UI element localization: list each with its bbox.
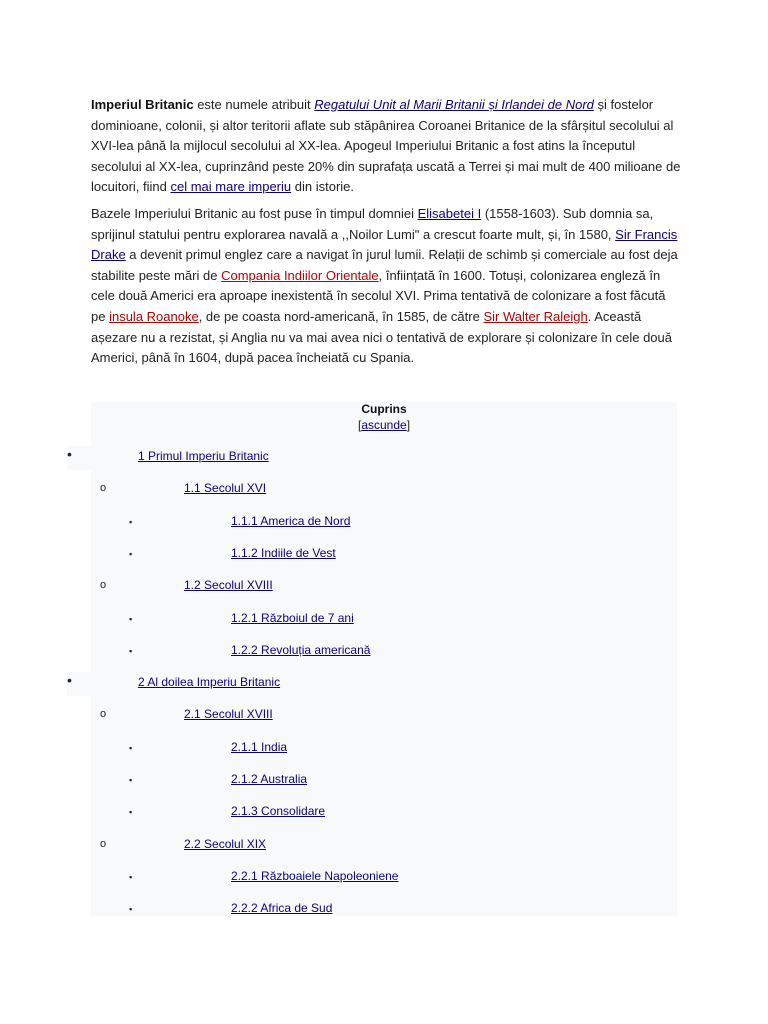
toc-bullet: ▪ (129, 872, 133, 882)
toc-bullet: • (67, 446, 72, 462)
foundation-text-4: , înființată în 1600. Totuși, colonizarea engleză în cele două Americi era aproape inexistentă în secolul XVI. Prima tentativă de colonizare a fost făcută pe (91, 267, 666, 324)
toc-link[interactable]: 1 Primul Imperiu Britanic (138, 449, 269, 463)
toc-link[interactable]: 2.1.1 India (231, 740, 288, 754)
toc-bracket-close: ] (406, 418, 411, 432)
foundation-text-2: (1558-1603). Sub domnia sa, sprijinul statului pentru explorarea navală a ,,Noilor Lumi" a crescut foarte mult, și, în 1580, (91, 206, 654, 242)
intro-text-3: din istorie. (291, 179, 355, 195)
toc-item-level-3 (67, 769, 677, 793)
toc-bullet: ▪ (129, 646, 133, 656)
toc-bullet: ▪ (129, 549, 133, 559)
link-elizabeth[interactable]: Elisabetei I (417, 206, 482, 221)
toc-item-level-3 (67, 801, 677, 825)
toc-item-level-2 (67, 704, 677, 728)
toc-link[interactable]: 1.1 Secolul XVI (184, 481, 267, 495)
toc-bullet: • (67, 672, 72, 688)
toc-hide-link[interactable]: ascunde (361, 418, 407, 432)
foundation-text-5: , de pe coasta nord-americană, în 1585, de către (198, 308, 484, 324)
toc-item-level-3 (67, 737, 677, 761)
toc-link[interactable]: 2.1 Secolul XVIII (184, 707, 273, 721)
toc-link[interactable]: 2 Al doilea Imperiu Britanic (138, 675, 281, 689)
toc-toggle (91, 418, 677, 432)
toc-bullet: ▪ (129, 743, 133, 753)
toc-bullet: ▪ (129, 614, 133, 624)
toc-link[interactable]: 1.2.1 Războiul de 7 ani (231, 611, 354, 625)
toc-bullet: ▪ (129, 775, 133, 785)
toc-link[interactable]: 2.2 Secolul XIX (184, 837, 267, 851)
link-east-india-company[interactable]: Compania Indiilor Orientale (221, 267, 379, 283)
toc-item-level-2 (67, 834, 677, 858)
toc-link[interactable]: 2.2.1 Războaiele Napoleoniene (231, 869, 399, 883)
toc-item-level-3 (67, 640, 677, 664)
intro-paragraph (91, 95, 681, 198)
intro-text-1: este numele atribuit (193, 97, 315, 112)
toc-link[interactable]: 2.1.2 Australia (231, 772, 308, 786)
link-united-kingdom[interactable]: Regatului Unit al Marii Britanii și Irlandei de Nord (314, 97, 594, 112)
toc-bullet: o (100, 838, 107, 850)
article-title-bold: Imperiul Britanic (91, 97, 194, 112)
intro-text-2: și fostelor dominioane, colonii, și altor teritorii aflate sub stăpânirea Coroanei Britanice de la sfârșitul secolului al XVI-lea până la mijlocul secolului al XX-lea. Apogeul Imperiului Britanic a fost atins la începutul secolului al XX-lea, cuprinzând peste 20% din suprafața uscată a Terrei și mai mult de 400 milioane de locuitori, fiind (91, 97, 681, 195)
toc-item-level-2 (67, 478, 677, 502)
toc-item-level-1 (67, 446, 677, 470)
toc-item-level-3 (67, 543, 677, 567)
toc-item-level-1 (67, 672, 677, 696)
toc-item-level-3 (67, 898, 677, 922)
foundation-text-3: a devenit primul englez care a navigat în jurul lumii. Relații de schimb și comerciale au fost deja stabilite peste mări de (91, 247, 678, 283)
toc-item-level-3 (67, 608, 677, 632)
toc-bullet: o (100, 708, 107, 720)
toc-bracket-open: [ (357, 418, 362, 432)
toc-link[interactable]: 2.2.2 Africa de Sud (231, 901, 333, 915)
toc-title: Cuprins (361, 402, 407, 416)
toc-link[interactable]: 1.1.1 America de Nord (231, 514, 351, 528)
link-francis-drake[interactable]: Sir Francis Drake (91, 226, 678, 263)
toc-bullet: ▪ (129, 807, 133, 817)
toc-bullet: o (100, 579, 107, 591)
toc-link[interactable]: 1.2 Secolul XVIII (184, 578, 273, 592)
toc-link[interactable]: 2.1.3 Consolidare (231, 804, 326, 818)
toc-bullet: ▪ (129, 517, 133, 527)
toc-bullet: ▪ (129, 904, 133, 914)
toc-item-level-2 (67, 575, 677, 599)
link-largest-empire[interactable]: cel mai mare imperiu (170, 179, 292, 195)
foundation-text-6: . Această așezare nu a rezistat, și Anglia nu va mai avea nici o tentativă de explorare și colonizare în cele două Americi, până în 1604, după pacea încheiată cu Spania. (91, 308, 673, 366)
link-roanoke-island[interactable]: insula Roanoke (109, 308, 199, 324)
foundation-paragraph (91, 204, 681, 369)
link-walter-raleigh[interactable]: Sir Walter Raleigh (483, 308, 588, 324)
toc-link[interactable]: 1.1.2 Indiile de Vest (231, 546, 336, 560)
toc-link[interactable]: 1.2.2 Revoluția americană (231, 643, 371, 657)
toc-item-level-3 (67, 511, 677, 535)
toc-bullet: o (100, 482, 107, 494)
toc-item-level-3 (67, 866, 677, 890)
foundation-text-1: Bazele Imperiului Britanic au fost puse în timpul domniei (91, 206, 418, 221)
